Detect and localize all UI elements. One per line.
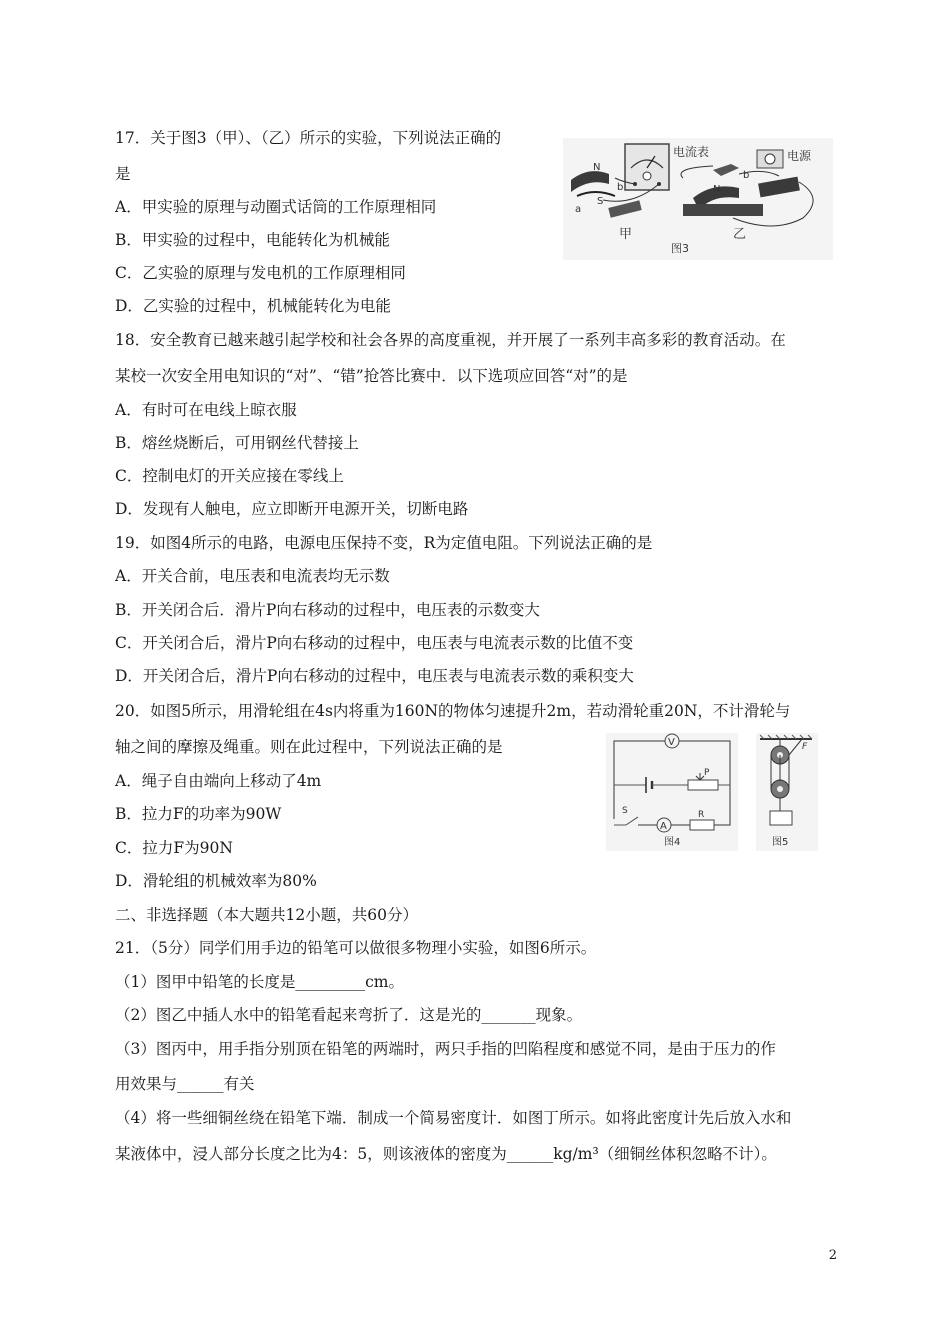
ammeter-label: 电流表 xyxy=(673,145,710,159)
q20-stem-line1: 20．如图5所示，用滑轮组在4s内将重为160N的物体匀速提升2m，若动滑轮重20N，不计滑轮与 xyxy=(115,702,791,720)
q21-stem: 21．（5分）同学们用手边的铅笔可以做很多物理小实验，如图6所示。 xyxy=(115,939,597,957)
q19-option-b: B．开关闭合后．滑片P向右移动的过程中，电压表的示数变大 xyxy=(115,601,540,619)
weight-block xyxy=(770,811,792,825)
label-yi: 乙 xyxy=(733,227,747,242)
q18-stem-line1: 18．安全教育已越来越引起学校和社会各界的高度重视，并开展了一系列丰高多彩的教育活动。在 xyxy=(115,331,786,349)
q20-option-c: C．拉力F为90N xyxy=(115,839,233,857)
q17-option-c: C．乙实验的原理与发电机的工作原理相同 xyxy=(115,264,406,282)
rheostat-symbol xyxy=(688,780,718,790)
q18-option-d: D．发现有人触电，应立即断开电源开关，切断电路 xyxy=(115,500,469,518)
resistor-label: R xyxy=(698,810,705,820)
q17-option-b: B．甲实验的过程中，电能转化为机械能 xyxy=(115,231,390,249)
n-pole-1: N xyxy=(593,162,601,173)
slider-label: P xyxy=(704,768,710,778)
q18-option-b: B．熔丝烧断后，可用钢丝代替接上 xyxy=(115,434,359,452)
q21-part-4-line1: （4）将一些细铜丝绕在铅笔下端．制成一个简易密度计．如图丁所示。如将此密度计先后放入水和 xyxy=(115,1109,792,1127)
label-jia: 甲 xyxy=(619,227,633,242)
q18-option-c: C．控制电灯的开关应接在零线上 xyxy=(115,467,344,485)
q17-stem-line1: 17．关于图3（甲）、（乙）所示的实验，下列说法正确的 xyxy=(115,129,502,147)
page-number: 2 xyxy=(828,1248,837,1263)
label-b: b xyxy=(617,182,624,193)
q17-stem-line2: 是 xyxy=(115,165,131,183)
q20-option-a: A．绳子自由端向上移动了4m xyxy=(115,772,322,790)
q20-option-d: D．滑轮组的机械效率为80% xyxy=(115,872,317,890)
figure-5-caption: 图5 xyxy=(772,837,789,848)
source-label: 电源 xyxy=(787,149,812,163)
force-label: F xyxy=(802,742,808,752)
figure-3 xyxy=(563,138,833,260)
q20-stem-line2: 轴之间的摩擦及绳重。则在此过程中，下列说法正确的是 xyxy=(115,738,503,756)
q19-option-c: C．开关闭合后，滑片P向右移动的过程中，电压表与电流表示数的比值不变 xyxy=(115,634,634,652)
q19-stem: 19．如图4所示的电路，电源电压保持不变，R为定值电阻。下列说法正确的是 xyxy=(115,534,653,552)
voltmeter-label: V xyxy=(668,737,675,748)
q17-option-a: A．甲实验的原理与动圈式话筒的工作原理相同 xyxy=(115,198,437,216)
n-pole-2: N xyxy=(713,184,721,195)
q21-part-4-line2: 某液体中，浸人部分长度之比为4：5，则该液体的密度为______kg/m³（细铜丝体积忽略不计）。 xyxy=(115,1145,777,1163)
figure-4-caption: 图4 xyxy=(664,837,681,848)
q21-part-2: （2）图乙中插人水中的铅笔看起来弯折了．这是光的_______现象。 xyxy=(115,1006,583,1024)
resistor-symbol xyxy=(690,820,714,830)
s-pole-1: S xyxy=(597,196,604,207)
q21-part-3-line1: （3）图丙中，用手指分别顶在铅笔的两端时，两只手指的凹陷程度和感觉不同，是由于压力的作 xyxy=(115,1040,776,1058)
figure-4 xyxy=(606,733,738,851)
section-2-heading: 二、非选择题（本大题共12小题，共60分） xyxy=(115,906,418,924)
q18-stem-line2: 某校一次安全用电知识的“对”、“错”抢答比赛中．以下选项应回答“对”的是 xyxy=(115,367,628,385)
q17-option-d: D．乙实验的过程中，机械能转化为电能 xyxy=(115,297,391,315)
figure-5 xyxy=(756,733,818,851)
ammeter-label-fig4: A xyxy=(660,821,667,832)
figure-3-caption: 图3 xyxy=(671,242,689,255)
q19-option-a: A．开关合前，电压表和电流表均无示数 xyxy=(115,567,390,585)
q21-part-3-line2: 用效果与______有关 xyxy=(115,1075,255,1093)
label-b-2: b xyxy=(743,170,750,181)
q19-option-d: D．开关闭合后，滑片P向右移动的过程中，电压表与电流表示数的乘积变大 xyxy=(115,667,634,685)
q18-option-a: A．有时可在电线上晾衣服 xyxy=(115,401,297,419)
switch-label: S xyxy=(622,806,628,816)
q21-part-1: （1）图甲中铅笔的长度是_________cm。 xyxy=(115,973,404,991)
label-a: a xyxy=(575,204,582,215)
q20-option-b: B．拉力F的功率为90W xyxy=(115,805,282,823)
